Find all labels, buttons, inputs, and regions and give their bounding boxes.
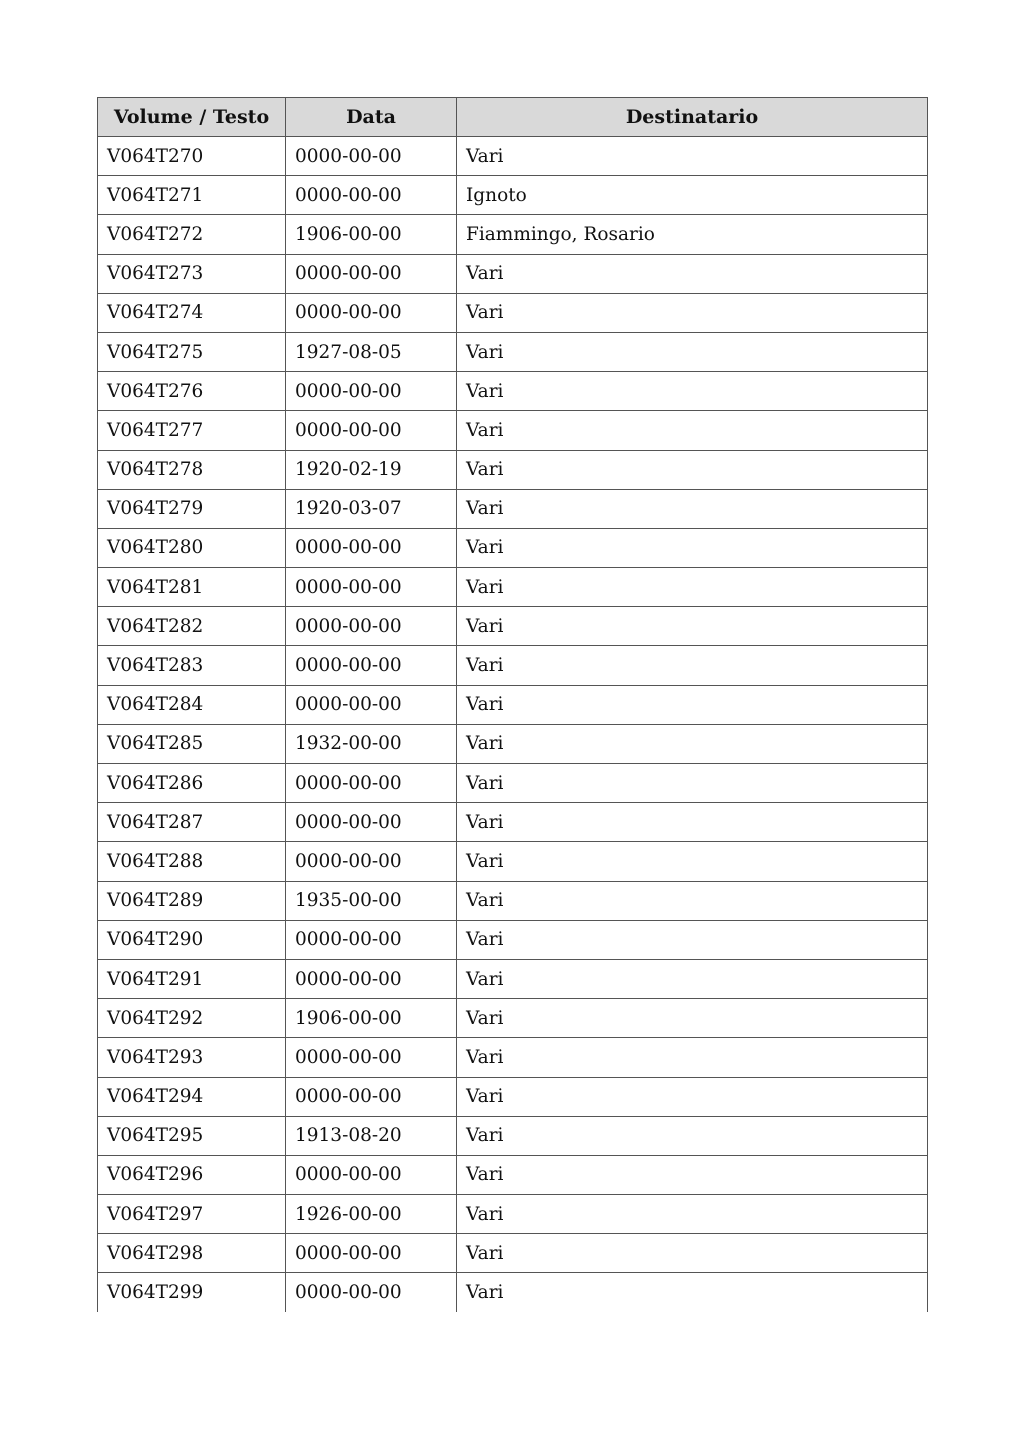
cell-data: 0000-00-00: [286, 842, 457, 881]
cell-destinatario: Vari: [457, 1234, 928, 1273]
cell-destinatario: Vari: [457, 999, 928, 1038]
cell-volume-testo: V064T292: [98, 999, 286, 1038]
cell-data: 1906-00-00: [286, 999, 457, 1038]
cell-destinatario: Fiammingo, Rosario: [457, 215, 928, 254]
cell-destinatario: Vari: [457, 959, 928, 998]
cell-volume-testo: V064T285: [98, 724, 286, 763]
cell-destinatario: Vari: [457, 254, 928, 293]
cell-data: 0000-00-00: [286, 372, 457, 411]
letters-table: [97, 97, 928, 1312]
table-row: [98, 489, 928, 528]
cell-volume-testo: V064T275: [98, 332, 286, 371]
cell-volume-testo: V064T298: [98, 1234, 286, 1273]
table-row: [98, 920, 928, 959]
cell-destinatario: Vari: [457, 803, 928, 842]
cell-destinatario: Vari: [457, 724, 928, 763]
table-row: [98, 1077, 928, 1116]
cell-destinatario: Vari: [457, 372, 928, 411]
header-row: [98, 98, 928, 137]
table-row: [98, 450, 928, 489]
cell-volume-testo: V064T297: [98, 1195, 286, 1234]
cell-destinatario: Vari: [457, 881, 928, 920]
table-row: [98, 1273, 928, 1312]
table-row: [98, 724, 928, 763]
cell-volume-testo: V064T295: [98, 1116, 286, 1155]
table-row: [98, 372, 928, 411]
table-row: [98, 1116, 928, 1155]
table-row: [98, 293, 928, 332]
cell-destinatario: Vari: [457, 1116, 928, 1155]
cell-volume-testo: V064T279: [98, 489, 286, 528]
cell-data: 0000-00-00: [286, 607, 457, 646]
table-row: [98, 881, 928, 920]
cell-destinatario: Vari: [457, 489, 928, 528]
cell-data: 0000-00-00: [286, 646, 457, 685]
table-row: [98, 411, 928, 450]
cell-destinatario: Vari: [457, 764, 928, 803]
table-header: [98, 98, 928, 137]
cell-data: 0000-00-00: [286, 568, 457, 607]
cell-volume-testo: V064T284: [98, 685, 286, 724]
table-row: [98, 332, 928, 371]
table-row: [98, 764, 928, 803]
table-row: [98, 685, 928, 724]
cell-volume-testo: V064T270: [98, 137, 286, 176]
column-header-data: Data: [286, 98, 457, 137]
cell-volume-testo: V064T272: [98, 215, 286, 254]
cell-destinatario: Vari: [457, 293, 928, 332]
cell-data: 0000-00-00: [286, 685, 457, 724]
cell-destinatario: Vari: [457, 920, 928, 959]
table-row: [98, 1155, 928, 1194]
cell-data: 0000-00-00: [286, 1077, 457, 1116]
table-row: [98, 803, 928, 842]
cell-data: 0000-00-00: [286, 803, 457, 842]
cell-volume-testo: V064T287: [98, 803, 286, 842]
cell-destinatario: Vari: [457, 528, 928, 567]
table-row: [98, 959, 928, 998]
cell-data: 0000-00-00: [286, 1234, 457, 1273]
table-row: [98, 1038, 928, 1077]
column-header-volume-testo: Volume / Testo: [98, 98, 286, 137]
table-row: [98, 607, 928, 646]
cell-data: 1935-00-00: [286, 881, 457, 920]
cell-volume-testo: V064T288: [98, 842, 286, 881]
cell-destinatario: Vari: [457, 1077, 928, 1116]
cell-volume-testo: V064T289: [98, 881, 286, 920]
cell-volume-testo: V064T280: [98, 528, 286, 567]
cell-data: 0000-00-00: [286, 293, 457, 332]
cell-data: 0000-00-00: [286, 920, 457, 959]
table-row: [98, 999, 928, 1038]
cell-data: 0000-00-00: [286, 959, 457, 998]
cell-data: 0000-00-00: [286, 1273, 457, 1312]
cell-data: 0000-00-00: [286, 1038, 457, 1077]
cell-volume-testo: V064T290: [98, 920, 286, 959]
cell-destinatario: Vari: [457, 607, 928, 646]
table-row: [98, 137, 928, 176]
cell-data: 1906-00-00: [286, 215, 457, 254]
cell-data: 1913-08-20: [286, 1116, 457, 1155]
cell-destinatario: Vari: [457, 842, 928, 881]
cell-destinatario: Ignoto: [457, 176, 928, 215]
cell-volume-testo: V064T271: [98, 176, 286, 215]
cell-volume-testo: V064T294: [98, 1077, 286, 1116]
cell-data: 1920-02-19: [286, 450, 457, 489]
cell-data: 0000-00-00: [286, 137, 457, 176]
table-row: [98, 254, 928, 293]
cell-volume-testo: V064T286: [98, 764, 286, 803]
cell-volume-testo: V064T293: [98, 1038, 286, 1077]
cell-destinatario: Vari: [457, 137, 928, 176]
cell-destinatario: Vari: [457, 411, 928, 450]
cell-volume-testo: V064T281: [98, 568, 286, 607]
cell-volume-testo: V064T274: [98, 293, 286, 332]
cell-volume-testo: V064T299: [98, 1273, 286, 1312]
cell-data: 1920-03-07: [286, 489, 457, 528]
cell-data: 0000-00-00: [286, 254, 457, 293]
cell-destinatario: Vari: [457, 1195, 928, 1234]
cell-volume-testo: V064T273: [98, 254, 286, 293]
table-row: [98, 1234, 928, 1273]
table-row: [98, 842, 928, 881]
cell-data: 1927-08-05: [286, 332, 457, 371]
cell-data: 0000-00-00: [286, 176, 457, 215]
cell-destinatario: Vari: [457, 1155, 928, 1194]
cell-volume-testo: V064T291: [98, 959, 286, 998]
cell-destinatario: Vari: [457, 685, 928, 724]
table-row: [98, 646, 928, 685]
cell-destinatario: Vari: [457, 568, 928, 607]
cell-destinatario: Vari: [457, 450, 928, 489]
cell-volume-testo: V064T278: [98, 450, 286, 489]
cell-volume-testo: V064T276: [98, 372, 286, 411]
cell-data: 1932-00-00: [286, 724, 457, 763]
table-row: [98, 568, 928, 607]
cell-volume-testo: V064T283: [98, 646, 286, 685]
cell-destinatario: Vari: [457, 646, 928, 685]
cell-data: 0000-00-00: [286, 528, 457, 567]
cell-data: 1926-00-00: [286, 1195, 457, 1234]
cell-destinatario: Vari: [457, 1273, 928, 1312]
table-row: [98, 176, 928, 215]
table-row: [98, 528, 928, 567]
cell-volume-testo: V064T282: [98, 607, 286, 646]
cell-data: 0000-00-00: [286, 411, 457, 450]
cell-volume-testo: V064T277: [98, 411, 286, 450]
cell-data: 0000-00-00: [286, 764, 457, 803]
table-row: [98, 215, 928, 254]
table-row: [98, 1195, 928, 1234]
column-header-destinatario: Destinatario: [457, 98, 928, 137]
table-body: [98, 137, 928, 1313]
cell-destinatario: Vari: [457, 332, 928, 371]
cell-volume-testo: V064T296: [98, 1155, 286, 1194]
cell-destinatario: Vari: [457, 1038, 928, 1077]
cell-data: 0000-00-00: [286, 1155, 457, 1194]
